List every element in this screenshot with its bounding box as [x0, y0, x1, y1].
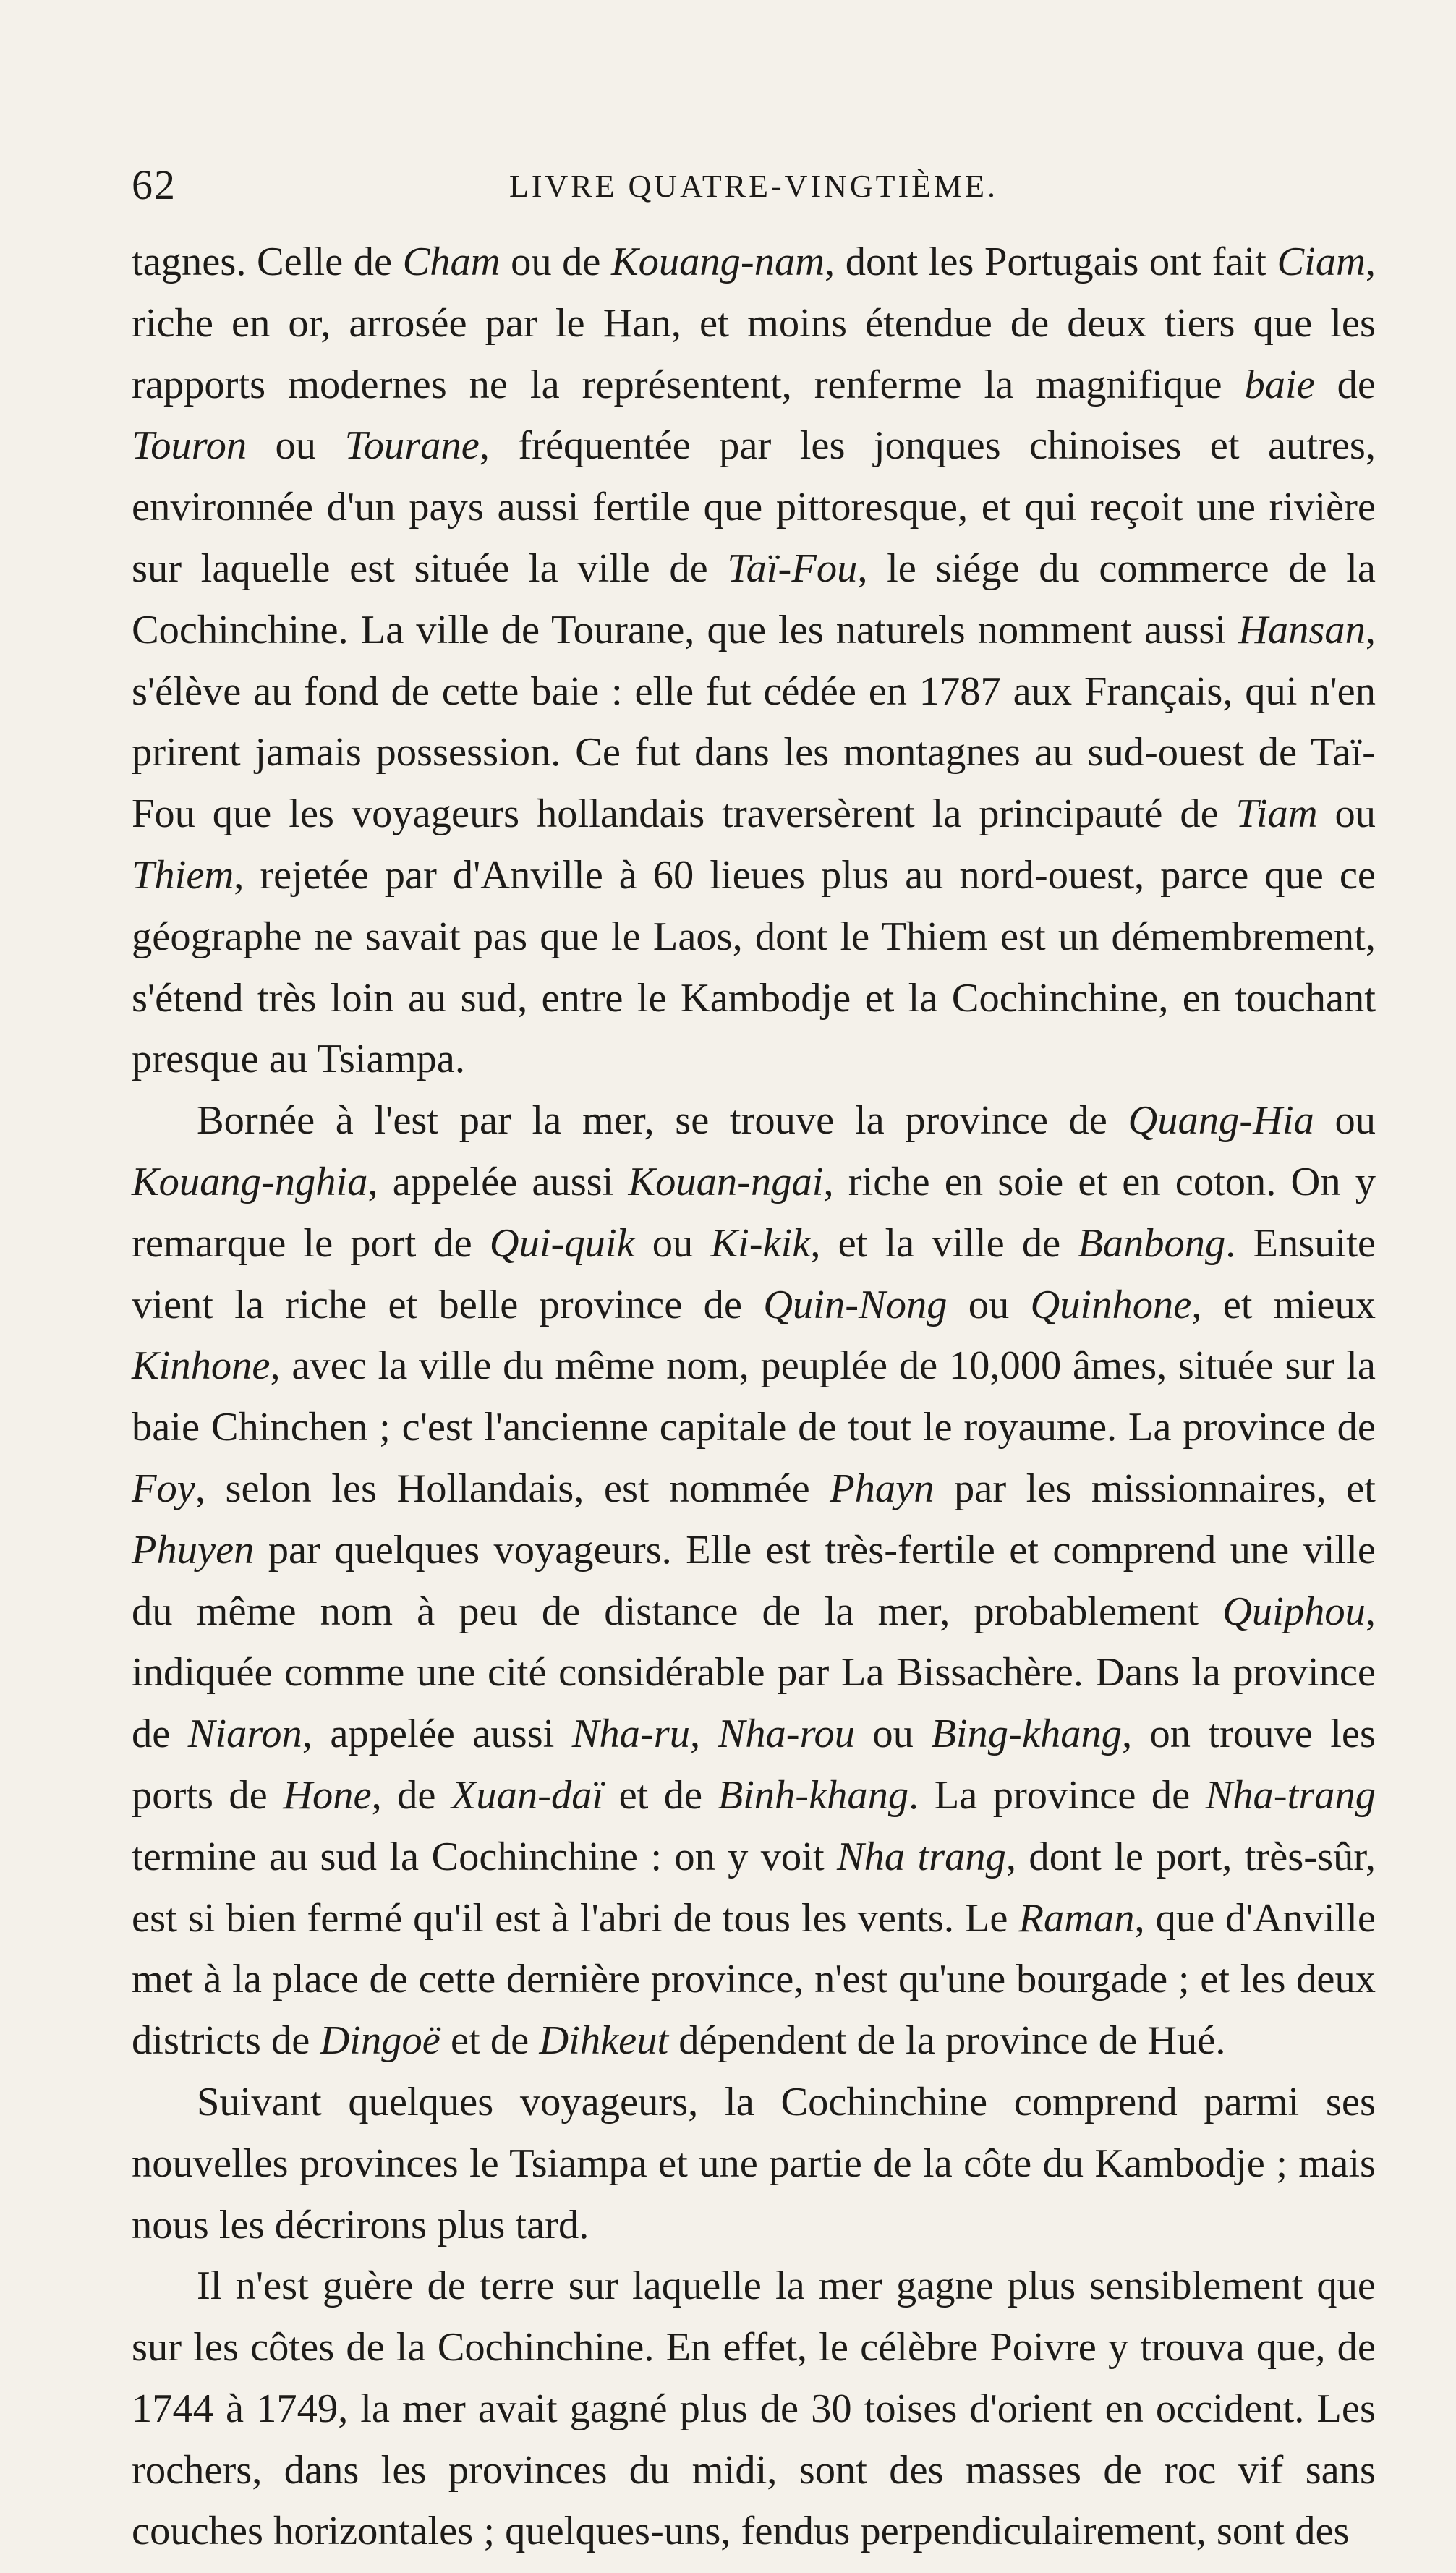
text-run: ou [1314, 1098, 1376, 1144]
italic-term: Ki-kik [710, 1220, 811, 1266]
italic-term: Tourane [344, 423, 480, 469]
text-run: ou de [500, 239, 611, 284]
page-header [132, 161, 1376, 218]
italic-term: Touron [132, 423, 247, 469]
text-run: , s'élève au fond de cette baie : elle fut cédée en 1787 aux Français, qui n'en prirent jamais possession. Ce fut dans les montagnes au sud-ouest de Taï-Fou que les voyageurs hollandais traversèrent la principauté de [132, 607, 1376, 837]
text-run: , et mieux [1191, 1282, 1376, 1327]
text-run: tagnes. Celle de [132, 239, 403, 284]
text-run: de [1314, 362, 1376, 407]
italic-term: Phayn [830, 1466, 935, 1511]
text-run: ou [947, 1282, 1031, 1327]
italic-term: Tiam [1235, 791, 1318, 837]
text-run: , [690, 1711, 718, 1757]
italic-term: Niaron [187, 1711, 302, 1757]
italic-term: baie [1244, 362, 1315, 407]
paragraph-4 [132, 2255, 1376, 2562]
italic-term: Qui-quik [489, 1220, 635, 1266]
italic-term: Foy [132, 1466, 195, 1511]
italic-term: Quinhone [1030, 1282, 1192, 1327]
text-run: Suivant quelques voyageurs, la Cochinchine comprend parmi ses nouvelles provinces le Tsiampa et une partie de la côte du Kambodje ; mais nous les décrirons plus tard. [132, 2079, 1376, 2247]
text-run: et de [603, 1772, 718, 1818]
text-run: par les missionnaires, et [934, 1466, 1376, 1511]
italic-term: Hone [283, 1772, 372, 1818]
text-run: , on trouve les ports de [132, 1711, 1376, 1818]
text-run: dépendent de la province de Hué. [668, 2018, 1226, 2064]
italic-term: Nha trang [836, 1834, 1006, 1879]
text-run: , le siége du commerce de la Cochinchine. La ville de Tourane, que les naturels nomment aussi [132, 545, 1376, 652]
text-run: , avec la ville du même nom, peuplée de 10,000 âmes, située sur la baie Chinchen ; c'est l'ancienne capitale de tout le royaume. La province de [132, 1343, 1376, 1450]
page-body [132, 231, 1376, 2562]
italic-term: Quiphou [1222, 1589, 1366, 1634]
text-run: termine au sud la Cochinchine : on y voit [132, 1834, 837, 1879]
italic-term: Dihkeut [539, 2018, 669, 2064]
italic-term: Xuan-daï [451, 1772, 604, 1818]
italic-term: Kouang-nghia [132, 1159, 368, 1204]
italic-term: Raman [1018, 1895, 1135, 1941]
italic-term: Quin-Nong [763, 1282, 948, 1327]
italic-term: Nha-rou [718, 1711, 855, 1757]
italic-term: Kouan-ngai [628, 1159, 824, 1204]
italic-term: Hansan [1238, 607, 1366, 652]
text-run: ou [854, 1711, 932, 1757]
italic-term: Quang-Hia [1128, 1098, 1314, 1144]
text-run: Il n'est guère de terre sur laquelle la mer gagne plus sensiblement que sur les côtes de la Cochinchine. En effet, le célèbre Poivre y trouva que, de 1744 à 1749, la mer avait gagné plus de 30 toises d'orient en occident. Les rochers, dans les provinces du midi, sont des masses de roc vif sans couches horizontales ; quelques-uns, fendus perpendiculairement, sont des [132, 2263, 1376, 2554]
italic-term: Taï-Fou [727, 545, 858, 591]
text-run: , rejetée par d'Anville à 60 lieues plus au nord-ouest, parce que ce géographe ne savait pas que le Laos, dont le Thiem est un démembrement, s'étend très loin au sud, entre le Kambodje et la Cochinchine, en touchant presque au Tsiampa. [132, 852, 1376, 1082]
paragraph-2 [132, 1090, 1376, 2072]
text-run: , et la ville de [810, 1220, 1078, 1266]
text-run: ou [247, 423, 345, 469]
text-run: , riche en soie et en coton. On y remarque le port de [132, 1159, 1376, 1266]
italic-term: Binh-khang [718, 1772, 909, 1818]
running-head: LIVRE QUATRE-VINGTIÈME. [508, 169, 999, 204]
italic-term: Kouang-nam [610, 239, 825, 284]
text-run: . La province de [908, 1772, 1206, 1818]
text-run: Bornée à l'est par la mer, se trouve la province de [197, 1098, 1128, 1144]
italic-term: Kinhone [132, 1343, 271, 1389]
paragraph-1 [132, 231, 1376, 1090]
page-number: 62 [132, 161, 176, 208]
italic-term: Bing-khang [931, 1711, 1122, 1757]
italic-term: Dingoë [320, 2018, 440, 2064]
text-run: et de [440, 2018, 540, 2064]
text-run: ou [634, 1220, 711, 1266]
italic-term: Nha-trang [1205, 1772, 1376, 1818]
text-run: . Ensuite vient la riche et belle province de [132, 1220, 1376, 1327]
italic-term: Thiem [132, 852, 234, 898]
text-run: , que d'Anville met à la place de cette dernière province, n'est qu'une bourgade ; et les deux districts de [132, 1895, 1376, 2064]
text-run: , dont les Portugais ont fait [825, 239, 1277, 284]
text-run: , selon les Hollandais, est nommée [195, 1466, 830, 1511]
italic-term: Ciam [1277, 239, 1366, 284]
text-run: , appelée aussi [367, 1159, 629, 1204]
text-run: , riche en or, arrosée par le Han, et moins étendue de deux tiers que les rapports modernes ne la représentent, renferme la magnifique [132, 239, 1376, 407]
text-run: , indiquée comme une cité considérable par La Bissachère. Dans la province de [132, 1589, 1376, 1757]
text-run: , de [371, 1772, 451, 1818]
italic-term: Phuyen [132, 1527, 255, 1573]
text-run: ou [1317, 791, 1376, 837]
italic-term: Cham [402, 239, 501, 284]
text-run: , fréquentée par les jonques chinoises et autres, environnée d'un pays aussi fertile que pittoresque, et qui reçoit une rivière sur laquelle est située la ville de [132, 423, 1376, 591]
text-run: , appelée aussi [302, 1711, 572, 1757]
paragraph-3 [132, 2072, 1376, 2255]
italic-term: Banbong [1078, 1220, 1226, 1266]
text-run: par quelques voyageurs. Elle est très-fertile et comprend une ville du même nom à peu de distance de la mer, probablement [132, 1527, 1376, 1634]
italic-term: Nha-ru [571, 1711, 690, 1757]
text-run: , dont le port, très-sûr, est si bien fermé qu'il est à l'abri de tous les vents. Le [132, 1834, 1376, 1941]
